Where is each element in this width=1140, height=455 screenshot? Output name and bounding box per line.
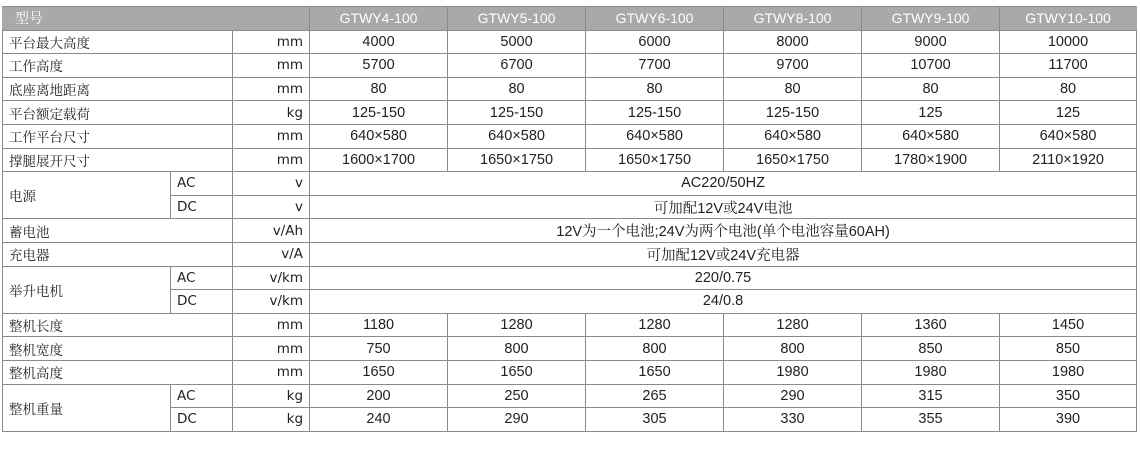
model-header: GTWY9-100: [862, 7, 1000, 31]
cell-value: 390: [1000, 408, 1137, 432]
table-row: [3, 124, 1137, 148]
cell-value: 80: [448, 77, 586, 101]
spec-table-container: [2, 6, 1136, 432]
cell-value: 5000: [448, 30, 586, 54]
cell-value: 1650: [310, 360, 448, 384]
row-label: 整机宽度: [3, 337, 233, 361]
cell-value: 6000: [586, 30, 724, 54]
row-label: 撑腿展开尺寸: [3, 148, 233, 172]
cell-value: 1280: [724, 313, 862, 337]
cell-value: 800: [586, 337, 724, 361]
model-header: GTWY10-100: [1000, 7, 1137, 31]
row-sublabel: DC: [171, 290, 233, 314]
row-unit: mm: [233, 77, 310, 101]
row-unit: mm: [233, 54, 310, 78]
cell-value: 850: [1000, 337, 1137, 361]
cell-value: 10700: [862, 54, 1000, 78]
table-row: [3, 195, 1137, 219]
cell-value-merged: 220/0.75: [310, 266, 1137, 290]
row-label: 整机重量: [3, 384, 171, 431]
table-row: [3, 266, 1137, 290]
cell-value: 250: [448, 384, 586, 408]
table-row: [3, 148, 1137, 172]
table-row: [3, 242, 1137, 266]
cell-value: 125: [862, 101, 1000, 125]
row-sublabel: AC: [171, 172, 233, 196]
cell-value: 355: [862, 408, 1000, 432]
cell-value: 640×580: [310, 124, 448, 148]
row-unit: mm: [233, 360, 310, 384]
row-label: 工作平台尺寸: [3, 124, 233, 148]
model-header: GTWY5-100: [448, 7, 586, 31]
cell-value: 1650×1750: [448, 148, 586, 172]
cell-value: 1280: [448, 313, 586, 337]
cell-value: 6700: [448, 54, 586, 78]
table-row: [3, 360, 1137, 384]
row-sublabel: AC: [171, 266, 233, 290]
cell-value: 750: [310, 337, 448, 361]
cell-value: 1980: [862, 360, 1000, 384]
cell-value: 1780×1900: [862, 148, 1000, 172]
cell-value: 80: [310, 77, 448, 101]
cell-value: 315: [862, 384, 1000, 408]
table-row: [3, 101, 1137, 125]
row-label: 平台额定载荷: [3, 101, 233, 125]
table-row: [3, 408, 1137, 432]
row-unit: v: [233, 195, 310, 219]
cell-value: 1450: [1000, 313, 1137, 337]
cell-value: 240: [310, 408, 448, 432]
row-unit: kg: [233, 408, 310, 432]
row-unit: kg: [233, 384, 310, 408]
table-row: [3, 54, 1137, 78]
row-unit: mm: [233, 313, 310, 337]
table-row: [3, 77, 1137, 101]
cell-value: 1650: [586, 360, 724, 384]
cell-value: 80: [862, 77, 1000, 101]
cell-value: 8000: [724, 30, 862, 54]
cell-value: 1360: [862, 313, 1000, 337]
cell-value: 640×580: [448, 124, 586, 148]
cell-value-merged: 可加配12V或24V电池: [310, 195, 1137, 219]
row-unit: v: [233, 172, 310, 196]
row-unit: kg: [233, 101, 310, 125]
row-unit: mm: [233, 124, 310, 148]
header-label: 型号: [3, 7, 310, 31]
cell-value: 800: [724, 337, 862, 361]
cell-value: 1280: [586, 313, 724, 337]
cell-value: 305: [586, 408, 724, 432]
cell-value-merged: 12V为一个电池;24V为两个电池(单个电池容量60AH): [310, 219, 1137, 243]
cell-value: 125-150: [586, 101, 724, 125]
cell-value: 125-150: [724, 101, 862, 125]
row-unit: mm: [233, 148, 310, 172]
cell-value: 125-150: [310, 101, 448, 125]
cell-value: 1980: [1000, 360, 1137, 384]
cell-value: 265: [586, 384, 724, 408]
cell-value: 4000: [310, 30, 448, 54]
cell-value-merged: 24/0.8: [310, 290, 1137, 314]
cell-value-merged: AC220/50HZ: [310, 172, 1137, 196]
cell-value: 640×580: [862, 124, 1000, 148]
cell-value: 9000: [862, 30, 1000, 54]
table-row: [3, 384, 1137, 408]
cell-value-merged: 可加配12V或24V充电器: [310, 242, 1137, 266]
cell-value: 800: [448, 337, 586, 361]
cell-value: 1650×1750: [724, 148, 862, 172]
row-unit: v/km: [233, 266, 310, 290]
cell-value: 125-150: [448, 101, 586, 125]
model-header: GTWY8-100: [724, 7, 862, 31]
table-row: [3, 337, 1137, 361]
table-row: [3, 219, 1137, 243]
cell-value: 290: [448, 408, 586, 432]
table-row: [3, 172, 1137, 196]
cell-value: 1650×1750: [586, 148, 724, 172]
cell-value: 125: [1000, 101, 1137, 125]
row-label: 平台最大高度: [3, 30, 233, 54]
cell-value: 1980: [724, 360, 862, 384]
row-unit: mm: [233, 337, 310, 361]
cell-value: 850: [862, 337, 1000, 361]
cell-value: 2110×1920: [1000, 148, 1137, 172]
spec-table: [2, 6, 1137, 432]
row-label: 电源: [3, 172, 171, 219]
cell-value: 200: [310, 384, 448, 408]
row-sublabel: DC: [171, 195, 233, 219]
row-sublabel: DC: [171, 408, 233, 432]
row-unit: v/km: [233, 290, 310, 314]
table-row: [3, 290, 1137, 314]
cell-value: 11700: [1000, 54, 1137, 78]
model-header: GTWY6-100: [586, 7, 724, 31]
cell-value: 1600×1700: [310, 148, 448, 172]
cell-value: 640×580: [586, 124, 724, 148]
cell-value: 330: [724, 408, 862, 432]
cell-value: 5700: [310, 54, 448, 78]
cell-value: 10000: [1000, 30, 1137, 54]
row-label: 整机长度: [3, 313, 233, 337]
row-label: 充电器: [3, 242, 233, 266]
cell-value: 9700: [724, 54, 862, 78]
cell-value: 7700: [586, 54, 724, 78]
row-label: 举升电机: [3, 266, 171, 313]
cell-value: 80: [1000, 77, 1137, 101]
table-row: [3, 313, 1137, 337]
row-label: 整机高度: [3, 360, 233, 384]
cell-value: 350: [1000, 384, 1137, 408]
row-unit: v/Ah: [233, 219, 310, 243]
cell-value: 640×580: [724, 124, 862, 148]
row-label: 底座离地距离: [3, 77, 233, 101]
row-unit: mm: [233, 30, 310, 54]
header-row: [3, 7, 1137, 31]
row-label: 工作高度: [3, 54, 233, 78]
row-sublabel: AC: [171, 384, 233, 408]
cell-value: 1650: [448, 360, 586, 384]
cell-value: 290: [724, 384, 862, 408]
cell-value: 640×580: [1000, 124, 1137, 148]
table-row: [3, 30, 1137, 54]
cell-value: 80: [586, 77, 724, 101]
row-unit: v/A: [233, 242, 310, 266]
cell-value: 80: [724, 77, 862, 101]
cell-value: 1180: [310, 313, 448, 337]
model-header: GTWY4-100: [310, 7, 448, 31]
row-label: 蓄电池: [3, 219, 233, 243]
